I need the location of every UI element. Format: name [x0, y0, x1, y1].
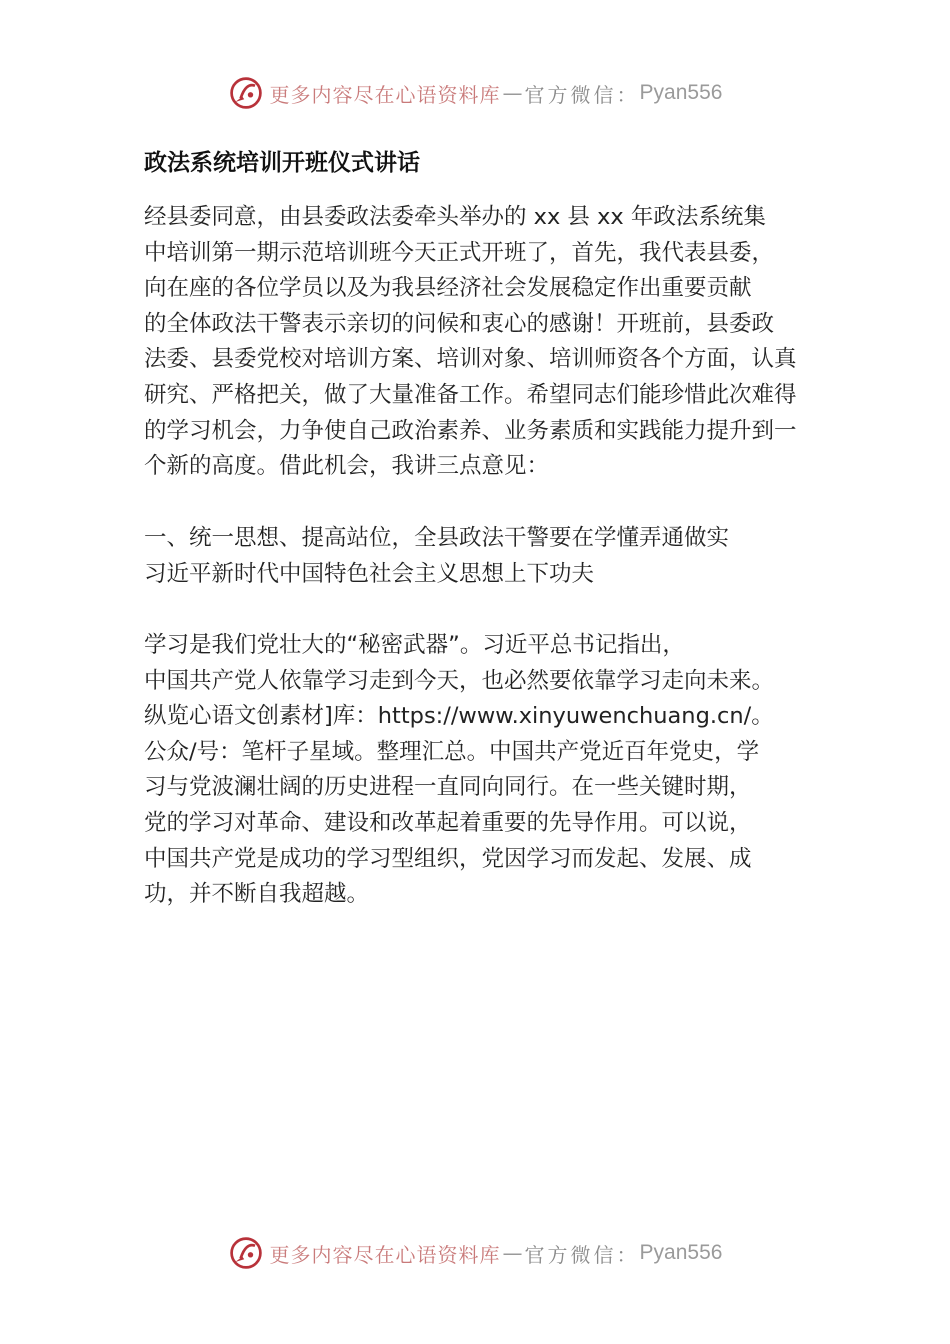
banner-wechat-label: 官方微信：: [524, 82, 640, 107]
text-line: 纵览心语文创素材]库：https://www.xinyuwenchuang.cn/。: [144, 703, 774, 730]
text-line: 公众/号：笔杆子星域。整理汇总。中国共产党近百年党史，学: [144, 738, 760, 765]
text-line: 中培训第一期示范培训班今天正式开班了，首先，我代表县委，: [144, 239, 775, 266]
text-line: 的学习机会，力争使自己政治素养、业务素质和实践能力提升到一: [144, 417, 797, 444]
paragraph-study: [144, 628, 844, 913]
text-line: 经县委同意，由县委政法委牵头举办的 xx 县 xx 年政法系统集: [144, 204, 766, 230]
text-line: 向在座的各位学员以及为我县经济社会发展稳定作出重要贡献: [144, 275, 752, 302]
footer-banner: [0, 1230, 950, 1276]
document-title: 政法系统培训开班仪式讲话: [144, 150, 420, 176]
banner-wechat-id: Pyan556: [639, 1241, 723, 1264]
banner-slogan: 更多内容尽在心语资料库: [269, 1242, 501, 1267]
text-line: 个新的高度。借此机会，我讲三点意见：: [144, 453, 550, 480]
text-line: 学习是我们党壮大的“秘密武器”。习近平总书记指出，: [144, 632, 685, 658]
banner-wechat-id: Pyan556: [639, 81, 723, 104]
text-line: 中国共产党人依靠学习走到今天，也必然要依靠学习走向未来。: [144, 667, 775, 694]
mouse-and-star-logo-icon: [228, 75, 264, 111]
mouse-and-star-logo-icon: [228, 1235, 264, 1271]
banner-separator: —: [502, 1241, 523, 1265]
text-line: 研究、严格把关，做了大量准备工作。希望同志们能珍惜此次难得: [144, 381, 797, 408]
text-line: 习与党波澜壮阔的历史进程一直同向同行。在一些关键时期，: [144, 774, 752, 801]
banner-separator: —: [502, 81, 523, 105]
text-line: 法委、县委党校对培训方案、培训对象、培训师资各个方面，认真: [144, 346, 797, 373]
text-line: 习近平新时代中国特色社会主义思想上下功夫: [144, 560, 595, 587]
section-heading-one: [144, 521, 844, 592]
text-line: 一、统一思想、提高站位，全县政法干警要在学懂弄通做实: [144, 525, 730, 551]
banner-slogan: 更多内容尽在心语资料库: [269, 82, 501, 107]
text-line: 功，并不断自我超越。: [144, 881, 370, 908]
text-line: 党的学习对革命、建设和改革起着重要的先导作用。可以说，: [144, 809, 752, 836]
paragraph-intro: [144, 200, 844, 485]
text-line: 的全体政法干警表示亲切的问候和衷心的感谢！开班前，县委政: [144, 310, 775, 337]
banner-wechat-label: 官方微信：: [524, 1242, 640, 1267]
header-banner: [0, 70, 950, 116]
text-line: 中国共产党是成功的学习型组织，党因学习而发起、发展、成: [144, 845, 752, 872]
